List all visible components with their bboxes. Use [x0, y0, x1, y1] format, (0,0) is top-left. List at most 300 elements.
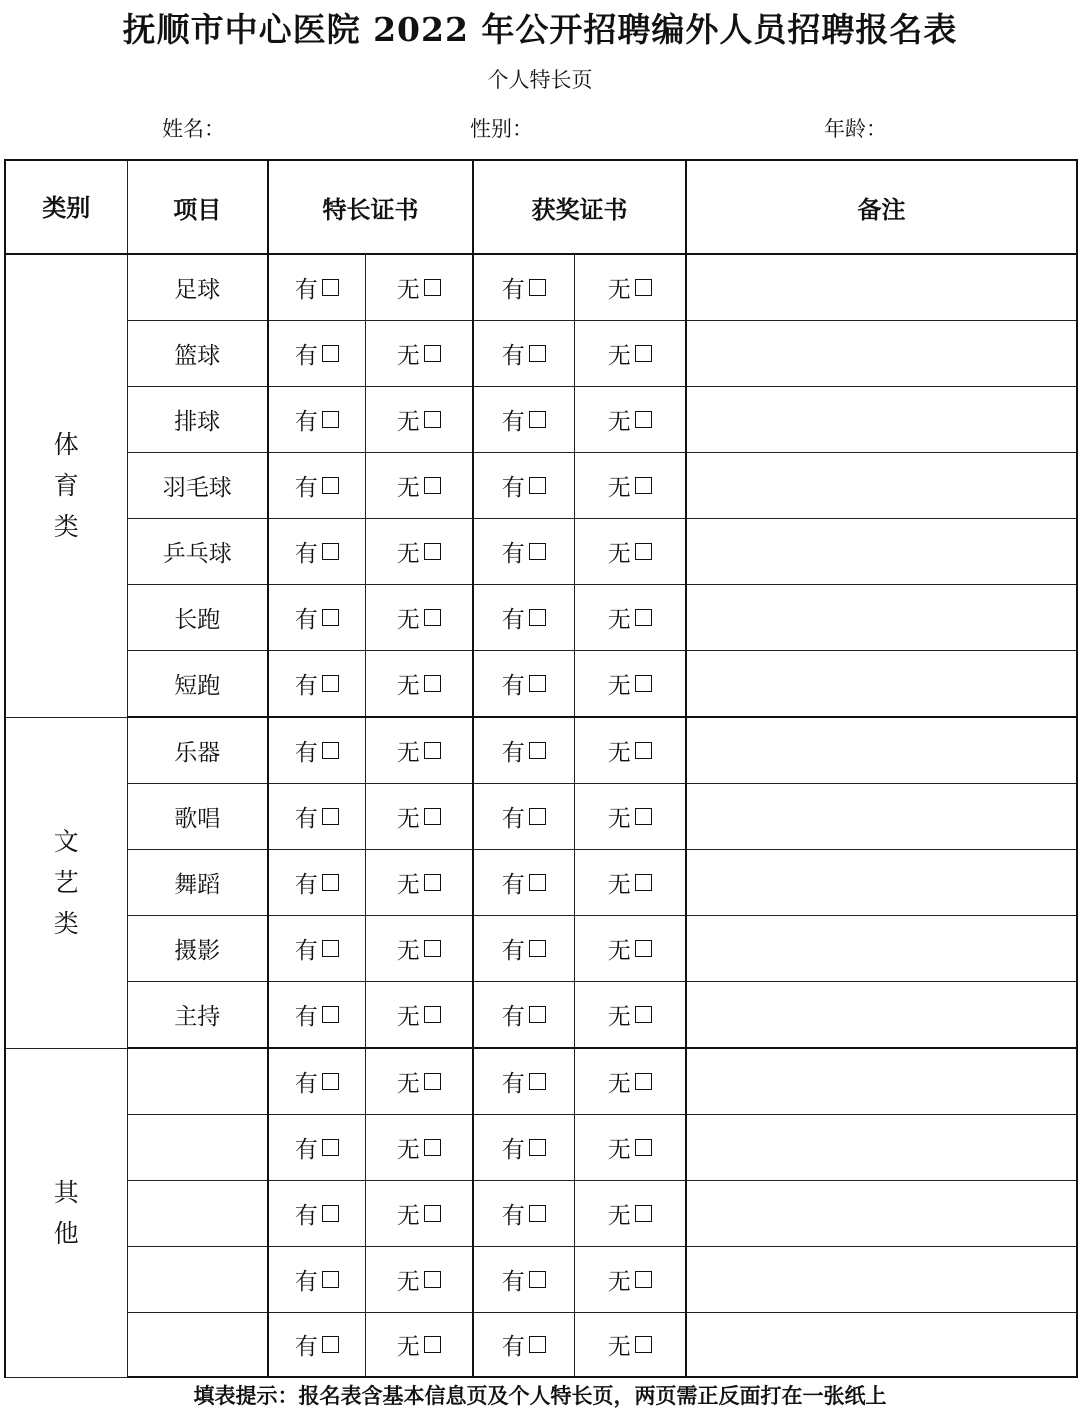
- award-no-option[interactable]: [574, 453, 686, 519]
- specialty-yes-option-label-wrap: [295, 1263, 339, 1296]
- award-yes-label: 有: [501, 1203, 525, 1229]
- checkbox[interactable]: [322, 742, 339, 759]
- checkbox[interactable]: [529, 279, 546, 296]
- checkbox[interactable]: [529, 345, 546, 362]
- specialty-yes-label: 有: [294, 938, 318, 964]
- item-cell: [127, 1313, 268, 1378]
- specialty-no-option-label-wrap: [397, 998, 441, 1031]
- specialty-yes-option-label-wrap: [295, 800, 339, 833]
- checkbox[interactable]: [322, 874, 339, 891]
- award-yes-label: 有: [501, 409, 525, 435]
- specialty-no-option[interactable]: [365, 784, 473, 850]
- specialty-yes-option[interactable]: [268, 784, 365, 850]
- checkbox[interactable]: [322, 1006, 339, 1023]
- category-cell: [5, 1048, 127, 1377]
- award-no-option-label-wrap: [608, 469, 652, 502]
- specialty-no-option[interactable]: [365, 254, 473, 321]
- award-yes-label: 有: [501, 475, 525, 501]
- checkbox[interactable]: [635, 1139, 652, 1156]
- specialty-no-option[interactable]: [365, 585, 473, 651]
- table-row: [5, 321, 1077, 387]
- award-no-option[interactable]: [574, 784, 686, 850]
- award-yes-option-label-wrap: [502, 1197, 546, 1230]
- checkbox[interactable]: [635, 1006, 652, 1023]
- specialty-no-option[interactable]: [365, 387, 473, 453]
- specialty-no-option-label-wrap: [397, 1131, 441, 1164]
- specialty-no-label: 无: [396, 1071, 420, 1097]
- award-yes-option[interactable]: [473, 1115, 574, 1181]
- table-row: [5, 519, 1077, 585]
- award-no-option-label-wrap: [608, 1065, 652, 1098]
- specialty-no-option-label-wrap: [397, 469, 441, 502]
- award-no-label: 无: [607, 475, 631, 501]
- award-yes-option[interactable]: [473, 717, 574, 784]
- checkbox[interactable]: [322, 940, 339, 957]
- specialty-yes-option[interactable]: [268, 1115, 365, 1181]
- award-no-label: 无: [607, 1071, 631, 1097]
- specialty-no-option-label-wrap: [397, 932, 441, 965]
- specialty-yes-option-label-wrap: [295, 1065, 339, 1098]
- item-cell: 主持: [127, 982, 268, 1049]
- table-row: [5, 850, 1077, 916]
- specialty-no-option-label-wrap: [397, 734, 441, 767]
- checkbox[interactable]: [529, 1336, 546, 1353]
- specialty-yes-option[interactable]: [268, 850, 365, 916]
- award-no-label: 无: [607, 1137, 631, 1163]
- specialty-no-option-label-wrap: [397, 601, 441, 634]
- specialty-yes-option[interactable]: [268, 254, 365, 321]
- specialty-no-option-label-wrap: [397, 800, 441, 833]
- checkbox[interactable]: [529, 1139, 546, 1156]
- award-no-option[interactable]: [574, 717, 686, 784]
- checkbox[interactable]: [424, 609, 441, 626]
- checkbox[interactable]: [322, 543, 339, 560]
- remarks-cell[interactable]: [686, 717, 1077, 784]
- award-yes-option-label-wrap: [502, 1328, 546, 1361]
- award-yes-label: 有: [501, 673, 525, 699]
- award-yes-label: 有: [501, 1137, 525, 1163]
- remarks-cell[interactable]: [686, 453, 1077, 519]
- specialty-yes-label: 有: [294, 343, 318, 369]
- gender-field-label: 性别：: [470, 117, 533, 141]
- checkbox[interactable]: [635, 279, 652, 296]
- header-category: 类别: [5, 160, 127, 254]
- checkbox[interactable]: [635, 1271, 652, 1288]
- specialty-no-label: 无: [396, 740, 420, 766]
- checkbox[interactable]: [635, 411, 652, 428]
- award-no-option-label-wrap: [608, 1328, 652, 1361]
- award-no-option[interactable]: [574, 585, 686, 651]
- checkbox[interactable]: [529, 675, 546, 692]
- award-yes-option-label-wrap: [502, 998, 546, 1031]
- specialty-no-option[interactable]: [365, 1115, 473, 1181]
- checkbox[interactable]: [322, 345, 339, 362]
- award-yes-label: 有: [501, 872, 525, 898]
- checkbox[interactable]: [424, 1139, 441, 1156]
- specialty-yes-option-label-wrap: [295, 469, 339, 502]
- table-row: [5, 585, 1077, 651]
- checkbox[interactable]: [322, 1139, 339, 1156]
- table-row: [5, 1181, 1077, 1247]
- checkbox[interactable]: [424, 1271, 441, 1288]
- checkbox[interactable]: [529, 609, 546, 626]
- specialty-yes-label: 有: [294, 475, 318, 501]
- specialty-no-option-label-wrap: [397, 1328, 441, 1361]
- award-yes-option[interactable]: [473, 585, 574, 651]
- specialty-no-option[interactable]: [365, 321, 473, 387]
- award-no-option[interactable]: [574, 254, 686, 321]
- checkbox[interactable]: [424, 477, 441, 494]
- remarks-cell[interactable]: [686, 321, 1077, 387]
- checkbox[interactable]: [322, 1205, 339, 1222]
- award-yes-option-label-wrap: [502, 734, 546, 767]
- specialty-yes-option-label-wrap: [295, 535, 339, 568]
- checkbox[interactable]: [424, 808, 441, 825]
- specialty-no-option-label-wrap: [397, 866, 441, 899]
- item-cell: [127, 1048, 268, 1115]
- specialty-no-option[interactable]: [365, 717, 473, 784]
- checkbox[interactable]: [424, 1336, 441, 1353]
- remarks-cell[interactable]: [686, 1313, 1077, 1378]
- specialty-yes-option[interactable]: [268, 453, 365, 519]
- table-row: [5, 784, 1077, 850]
- checkbox[interactable]: [424, 411, 441, 428]
- specialty-yes-option-label-wrap: [295, 601, 339, 634]
- award-yes-option[interactable]: [473, 453, 574, 519]
- specialty-no-label: 无: [396, 277, 420, 303]
- award-no-option-label-wrap: [608, 734, 652, 767]
- category-label: 体育类: [53, 430, 79, 542]
- checkbox[interactable]: [529, 477, 546, 494]
- checkbox[interactable]: [322, 1271, 339, 1288]
- checkbox[interactable]: [322, 477, 339, 494]
- award-no-label: 无: [607, 1334, 631, 1360]
- specialty-yes-option[interactable]: [268, 982, 365, 1049]
- checkbox[interactable]: [635, 543, 652, 560]
- award-yes-option-label-wrap: [502, 800, 546, 833]
- checkbox[interactable]: [529, 543, 546, 560]
- specialty-yes-option[interactable]: [268, 1313, 365, 1378]
- table-row: [5, 387, 1077, 453]
- specialty-no-option[interactable]: [365, 519, 473, 585]
- checkbox[interactable]: [635, 1073, 652, 1090]
- specialty-no-label: 无: [396, 1203, 420, 1229]
- specialty-no-label: 无: [396, 475, 420, 501]
- remarks-cell[interactable]: [686, 1181, 1077, 1247]
- category-cell: [5, 717, 127, 1048]
- remarks-cell[interactable]: [686, 254, 1077, 321]
- award-yes-option[interactable]: [473, 254, 574, 321]
- category-label: 文艺类: [53, 827, 79, 938]
- specialty-no-option-label-wrap: [397, 337, 441, 370]
- award-no-label: 无: [607, 1269, 631, 1295]
- checkbox[interactable]: [529, 1073, 546, 1090]
- award-yes-option[interactable]: [473, 916, 574, 982]
- checkbox[interactable]: [424, 345, 441, 362]
- remarks-cell[interactable]: [686, 1115, 1077, 1181]
- specialty-no-option[interactable]: [365, 1313, 473, 1378]
- specialty-yes-option[interactable]: [268, 1247, 365, 1313]
- specialty-yes-option[interactable]: [268, 585, 365, 651]
- age-field-label: 年龄：: [824, 117, 887, 141]
- award-no-label: 无: [607, 1004, 631, 1030]
- award-no-label: 无: [607, 409, 631, 435]
- award-yes-label: 有: [501, 806, 525, 832]
- specialty-no-option[interactable]: [365, 453, 473, 519]
- remarks-cell[interactable]: [686, 651, 1077, 718]
- item-cell: 歌唱: [127, 784, 268, 850]
- checkbox[interactable]: [529, 742, 546, 759]
- award-yes-option-label-wrap: [502, 271, 546, 304]
- checkbox[interactable]: [424, 675, 441, 692]
- checkbox[interactable]: [424, 279, 441, 296]
- award-yes-option-label-wrap: [502, 535, 546, 568]
- award-yes-option-label-wrap: [502, 403, 546, 436]
- table-row: [5, 254, 1077, 321]
- award-no-option-label-wrap: [608, 932, 652, 965]
- item-cell: 舞蹈: [127, 850, 268, 916]
- specialty-no-option[interactable]: [365, 1181, 473, 1247]
- specialty-no-label: 无: [396, 673, 420, 699]
- award-yes-label: 有: [501, 740, 525, 766]
- award-yes-option[interactable]: [473, 387, 574, 453]
- specialty-yes-option[interactable]: [268, 519, 365, 585]
- header-remarks: 备注: [686, 160, 1077, 254]
- award-yes-option[interactable]: [473, 519, 574, 585]
- award-yes-option[interactable]: [473, 982, 574, 1049]
- award-yes-option[interactable]: [473, 1313, 574, 1378]
- award-no-option[interactable]: [574, 1115, 686, 1181]
- specialty-no-label: 无: [396, 1334, 420, 1360]
- award-yes-option-label-wrap: [502, 866, 546, 899]
- table-row: [5, 453, 1077, 519]
- checkbox[interactable]: [635, 345, 652, 362]
- specialty-yes-option[interactable]: [268, 1181, 365, 1247]
- specialty-no-label: 无: [396, 1137, 420, 1163]
- checkbox[interactable]: [635, 808, 652, 825]
- specialty-yes-option-label-wrap: [295, 932, 339, 965]
- award-no-option-label-wrap: [608, 1263, 652, 1296]
- header-specialty-cert: 特长证书: [268, 160, 473, 254]
- specialty-yes-option[interactable]: [268, 717, 365, 784]
- specialty-no-label: 无: [396, 1004, 420, 1030]
- award-no-option[interactable]: [574, 519, 686, 585]
- award-yes-option-label-wrap: [502, 337, 546, 370]
- award-yes-label: 有: [501, 1269, 525, 1295]
- specialty-no-option[interactable]: [365, 982, 473, 1049]
- specialty-no-option-label-wrap: [397, 271, 441, 304]
- award-no-option[interactable]: [574, 321, 686, 387]
- specialty-yes-label: 有: [294, 1004, 318, 1030]
- checkbox[interactable]: [529, 1205, 546, 1222]
- specialty-no-option-label-wrap: [397, 535, 441, 568]
- remarks-cell[interactable]: [686, 1247, 1077, 1313]
- checkbox[interactable]: [424, 1205, 441, 1222]
- checkbox[interactable]: [322, 808, 339, 825]
- award-no-option[interactable]: [574, 916, 686, 982]
- checkbox[interactable]: [322, 675, 339, 692]
- specialty-yes-option-label-wrap: [295, 1328, 339, 1361]
- award-yes-option[interactable]: [473, 1247, 574, 1313]
- checkbox[interactable]: [322, 1336, 339, 1353]
- checkbox[interactable]: [322, 609, 339, 626]
- checkbox[interactable]: [635, 1205, 652, 1222]
- remarks-cell[interactable]: [686, 387, 1077, 453]
- specialty-no-option-label-wrap: [397, 667, 441, 700]
- form-title: 抚顺市中心医院 2022 年公开招聘编外人员招聘报名表: [122, 10, 958, 49]
- award-yes-option[interactable]: [473, 321, 574, 387]
- award-yes-option[interactable]: [473, 1181, 574, 1247]
- specialty-yes-label: 有: [294, 1137, 318, 1163]
- remarks-cell[interactable]: [686, 1048, 1077, 1115]
- category-cell: [5, 254, 127, 717]
- award-no-option[interactable]: [574, 387, 686, 453]
- specialty-no-label: 无: [396, 409, 420, 435]
- specialty-no-option[interactable]: [365, 916, 473, 982]
- award-no-option[interactable]: [574, 982, 686, 1049]
- item-cell: 乒乓球: [127, 519, 268, 585]
- specialty-yes-option-label-wrap: [295, 866, 339, 899]
- specialty-yes-label: 有: [294, 1269, 318, 1295]
- specialty-yes-option[interactable]: [268, 387, 365, 453]
- checkbox[interactable]: [635, 477, 652, 494]
- award-yes-label: 有: [501, 277, 525, 303]
- checkbox[interactable]: [635, 940, 652, 957]
- checkbox[interactable]: [322, 1073, 339, 1090]
- specialty-yes-label: 有: [294, 1334, 318, 1360]
- remarks-cell[interactable]: [686, 916, 1077, 982]
- specialty-yes-option-label-wrap: [295, 667, 339, 700]
- specialty-yes-option[interactable]: [268, 651, 365, 718]
- specialty-no-option[interactable]: [365, 651, 473, 718]
- award-no-option-label-wrap: [608, 337, 652, 370]
- award-no-label: 无: [607, 277, 631, 303]
- table-row: [5, 1247, 1077, 1313]
- checkbox[interactable]: [635, 874, 652, 891]
- checkbox[interactable]: [322, 411, 339, 428]
- specialty-no-option[interactable]: [365, 850, 473, 916]
- checkbox[interactable]: [529, 411, 546, 428]
- item-cell: 短跑: [127, 651, 268, 718]
- award-yes-label: 有: [501, 1334, 525, 1360]
- checkbox[interactable]: [424, 874, 441, 891]
- checkbox[interactable]: [322, 279, 339, 296]
- award-no-option-label-wrap: [608, 800, 652, 833]
- specialty-yes-option-label-wrap: [295, 734, 339, 767]
- specialty-no-option-label-wrap: [397, 1197, 441, 1230]
- table-row: [5, 717, 1077, 784]
- award-no-option[interactable]: [574, 1247, 686, 1313]
- checkbox[interactable]: [529, 1271, 546, 1288]
- checkbox[interactable]: [529, 874, 546, 891]
- award-yes-label: 有: [501, 541, 525, 567]
- specialty-yes-option[interactable]: [268, 916, 365, 982]
- checkbox[interactable]: [424, 543, 441, 560]
- award-no-option[interactable]: [574, 1048, 686, 1115]
- remarks-cell[interactable]: [686, 519, 1077, 585]
- award-no-label: 无: [607, 938, 631, 964]
- table-row: [5, 1115, 1077, 1181]
- award-yes-option-label-wrap: [502, 1263, 546, 1296]
- award-no-option[interactable]: [574, 651, 686, 718]
- award-no-option[interactable]: [574, 1313, 686, 1378]
- specialty-yes-option-label-wrap: [295, 1131, 339, 1164]
- specialty-yes-label: 有: [294, 409, 318, 435]
- award-no-label: 无: [607, 607, 631, 633]
- specialty-yes-option-label-wrap: [295, 271, 339, 304]
- specialty-yes-option[interactable]: [268, 321, 365, 387]
- award-no-option-label-wrap: [608, 1197, 652, 1230]
- table-row: [5, 651, 1077, 718]
- fill-in-hint: 填表提示：报名表含基本信息页及个人特长页，两页需正反面打在一张纸上: [193, 1383, 887, 1408]
- award-yes-label: 有: [501, 938, 525, 964]
- award-no-option[interactable]: [574, 1181, 686, 1247]
- award-no-label: 无: [607, 806, 631, 832]
- specialty-no-option-label-wrap: [397, 1065, 441, 1098]
- item-cell: 排球: [127, 387, 268, 453]
- award-no-option-label-wrap: [608, 667, 652, 700]
- specialty-yes-label: 有: [294, 277, 318, 303]
- specialty-yes-label: 有: [294, 541, 318, 567]
- item-cell: 摄影: [127, 916, 268, 982]
- specialty-no-option-label-wrap: [397, 1263, 441, 1296]
- checkbox[interactable]: [424, 940, 441, 957]
- specialty-yes-label: 有: [294, 607, 318, 633]
- table-row: [5, 916, 1077, 982]
- award-yes-option[interactable]: [473, 651, 574, 718]
- specialty-no-option-label-wrap: [397, 403, 441, 436]
- specialty-no-label: 无: [396, 1269, 420, 1295]
- specialty-yes-option[interactable]: [268, 1048, 365, 1115]
- remarks-cell[interactable]: [686, 982, 1077, 1049]
- item-cell: 长跑: [127, 585, 268, 651]
- specialty-no-option[interactable]: [365, 1247, 473, 1313]
- checkbox[interactable]: [635, 609, 652, 626]
- specialty-yes-option-label-wrap: [295, 337, 339, 370]
- checkbox[interactable]: [635, 1336, 652, 1353]
- award-no-label: 无: [607, 872, 631, 898]
- award-yes-label: 有: [501, 1071, 525, 1097]
- specialty-yes-label: 有: [294, 806, 318, 832]
- category-label: 其他: [53, 1177, 79, 1248]
- checkbox[interactable]: [529, 1006, 546, 1023]
- award-yes-option-label-wrap: [502, 601, 546, 634]
- checkbox[interactable]: [424, 1073, 441, 1090]
- item-cell: 篮球: [127, 321, 268, 387]
- award-no-label: 无: [607, 541, 631, 567]
- checkbox[interactable]: [635, 675, 652, 692]
- checkbox[interactable]: [635, 742, 652, 759]
- remarks-cell[interactable]: [686, 784, 1077, 850]
- remarks-cell[interactable]: [686, 850, 1077, 916]
- checkbox[interactable]: [424, 1006, 441, 1023]
- award-yes-option[interactable]: [473, 1048, 574, 1115]
- item-cell: 乐器: [127, 717, 268, 784]
- award-no-label: 无: [607, 673, 631, 699]
- checkbox[interactable]: [529, 940, 546, 957]
- checkbox[interactable]: [424, 742, 441, 759]
- award-yes-label: 有: [501, 1004, 525, 1030]
- award-no-option-label-wrap: [608, 866, 652, 899]
- checkbox[interactable]: [529, 808, 546, 825]
- award-yes-label: 有: [501, 343, 525, 369]
- award-no-option[interactable]: [574, 850, 686, 916]
- specialty-no-option[interactable]: [365, 1048, 473, 1115]
- award-yes-option[interactable]: [473, 850, 574, 916]
- header-award-cert: 获奖证书: [473, 160, 686, 254]
- award-yes-option[interactable]: [473, 784, 574, 850]
- remarks-cell[interactable]: [686, 585, 1077, 651]
